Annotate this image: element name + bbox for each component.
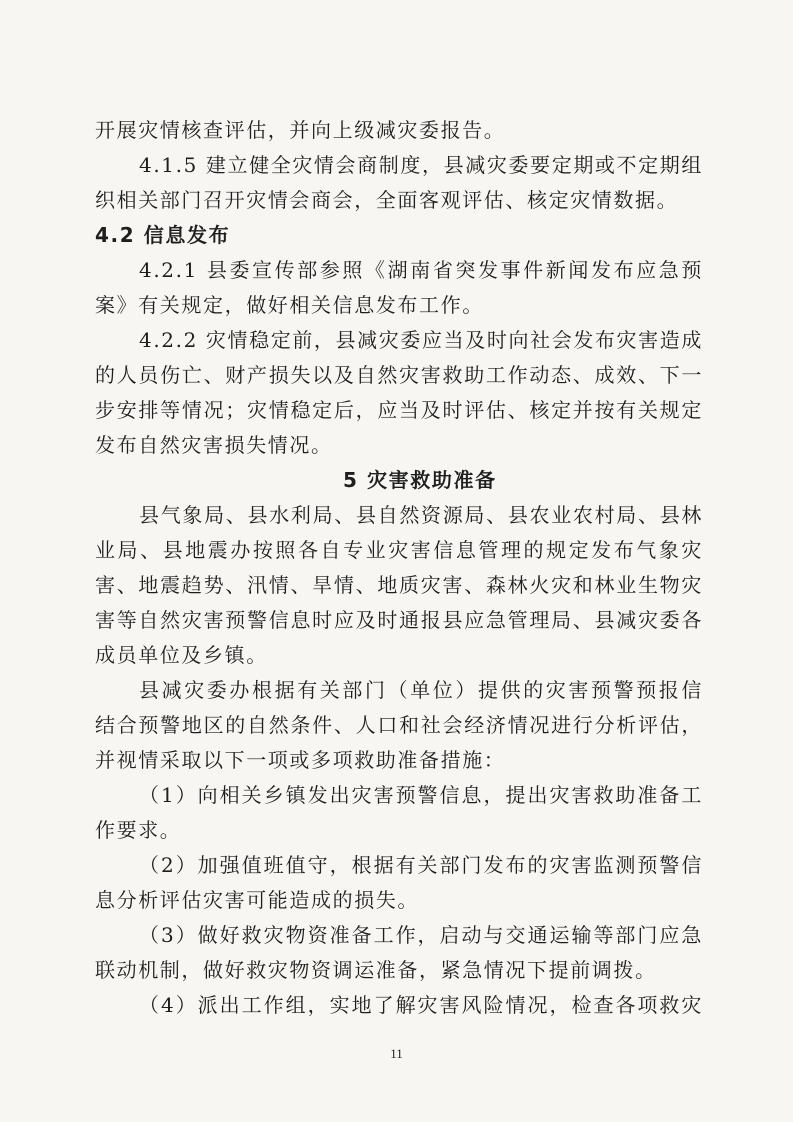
paragraph-line: 4.2.2 灾情稳定前，县减灾委应当及时向社会发布灾害造成 — [139, 328, 703, 352]
paragraph-line: 并视情采取以下一项或多项救助准备措施： — [95, 748, 506, 772]
paragraph-line: 县气象局、县水利局、县自然资源局、县农业农村局、县林 — [139, 503, 703, 527]
list-item-line: 联动机制，做好救灾物资调运准备，紧急情况下提前调拨。 — [95, 958, 657, 982]
paragraph-line: 开展灾情核查评估，并向上级减灾委报告。 — [95, 118, 506, 142]
paragraph-line: 成员单位及乡镇。 — [95, 643, 268, 667]
paragraph-line: 织相关部门召开灾情会商会，全面客观评估、核定灾情数据。 — [95, 188, 679, 212]
paragraph-line: 县减灾委办根据有关部门（单位）提供的灾害预警预报信 — [139, 678, 703, 702]
paragraph-line: 害等自然灾害预警信息时应及时通报县应急管理局、县减灾委各 — [95, 608, 703, 632]
paragraph-line: 业局、县地震办按照各自专业灾害信息管理的规定发布气象灾 — [95, 538, 703, 562]
paragraph-line: 4.1.5 建立健全灾情会商制度，县减灾委要定期或不定期组 — [139, 153, 703, 177]
paragraph-line: 的人员伤亡、财产损失以及自然灾害救助工作动态、成效、下一 — [95, 363, 703, 387]
list-item-line: （2）加强值班值守，根据有关部门发布的灾害监测预警信 — [139, 853, 703, 877]
list-item-line: （4）派出工作组，实地了解灾害风险情况，检查各项救灾 — [139, 993, 703, 1017]
paragraph-line: 步安排等情况；灾情稳定后，应当及时评估、核定并按有关规定 — [95, 398, 703, 422]
section-heading: 4.2 信息发布 — [95, 223, 231, 247]
paragraph-line: 案》有关规定，做好相关信息发布工作。 — [95, 293, 484, 317]
list-item-line: （3）做好救灾物资准备工作，启动与交通运输等部门应急 — [139, 923, 703, 947]
paragraph-line: 结合预警地区的自然条件、人口和社会经济情况进行分析评估， — [95, 713, 703, 737]
chapter-heading: 5 灾害救助准备 — [343, 468, 497, 492]
document-body — [95, 113, 703, 1023]
page-number: 11 — [390, 1046, 403, 1061]
list-item-line: （1）向相关乡镇发出灾害预警信息，提出灾害救助准备工 — [139, 783, 703, 807]
list-item-line: 作要求。 — [95, 818, 182, 842]
paragraph-line: 发布自然灾害损失情况。 — [95, 433, 333, 457]
list-item-line: 息分析评估灾害可能造成的损失。 — [95, 888, 419, 912]
paragraph-line: 4.2.1 县委宣传部参照《湖南省突发事件新闻发布应急预 — [139, 258, 703, 282]
paragraph-line: 害、地震趋势、汛情、旱情、地质灾害、森林火灾和林业生物灾 — [95, 573, 703, 597]
